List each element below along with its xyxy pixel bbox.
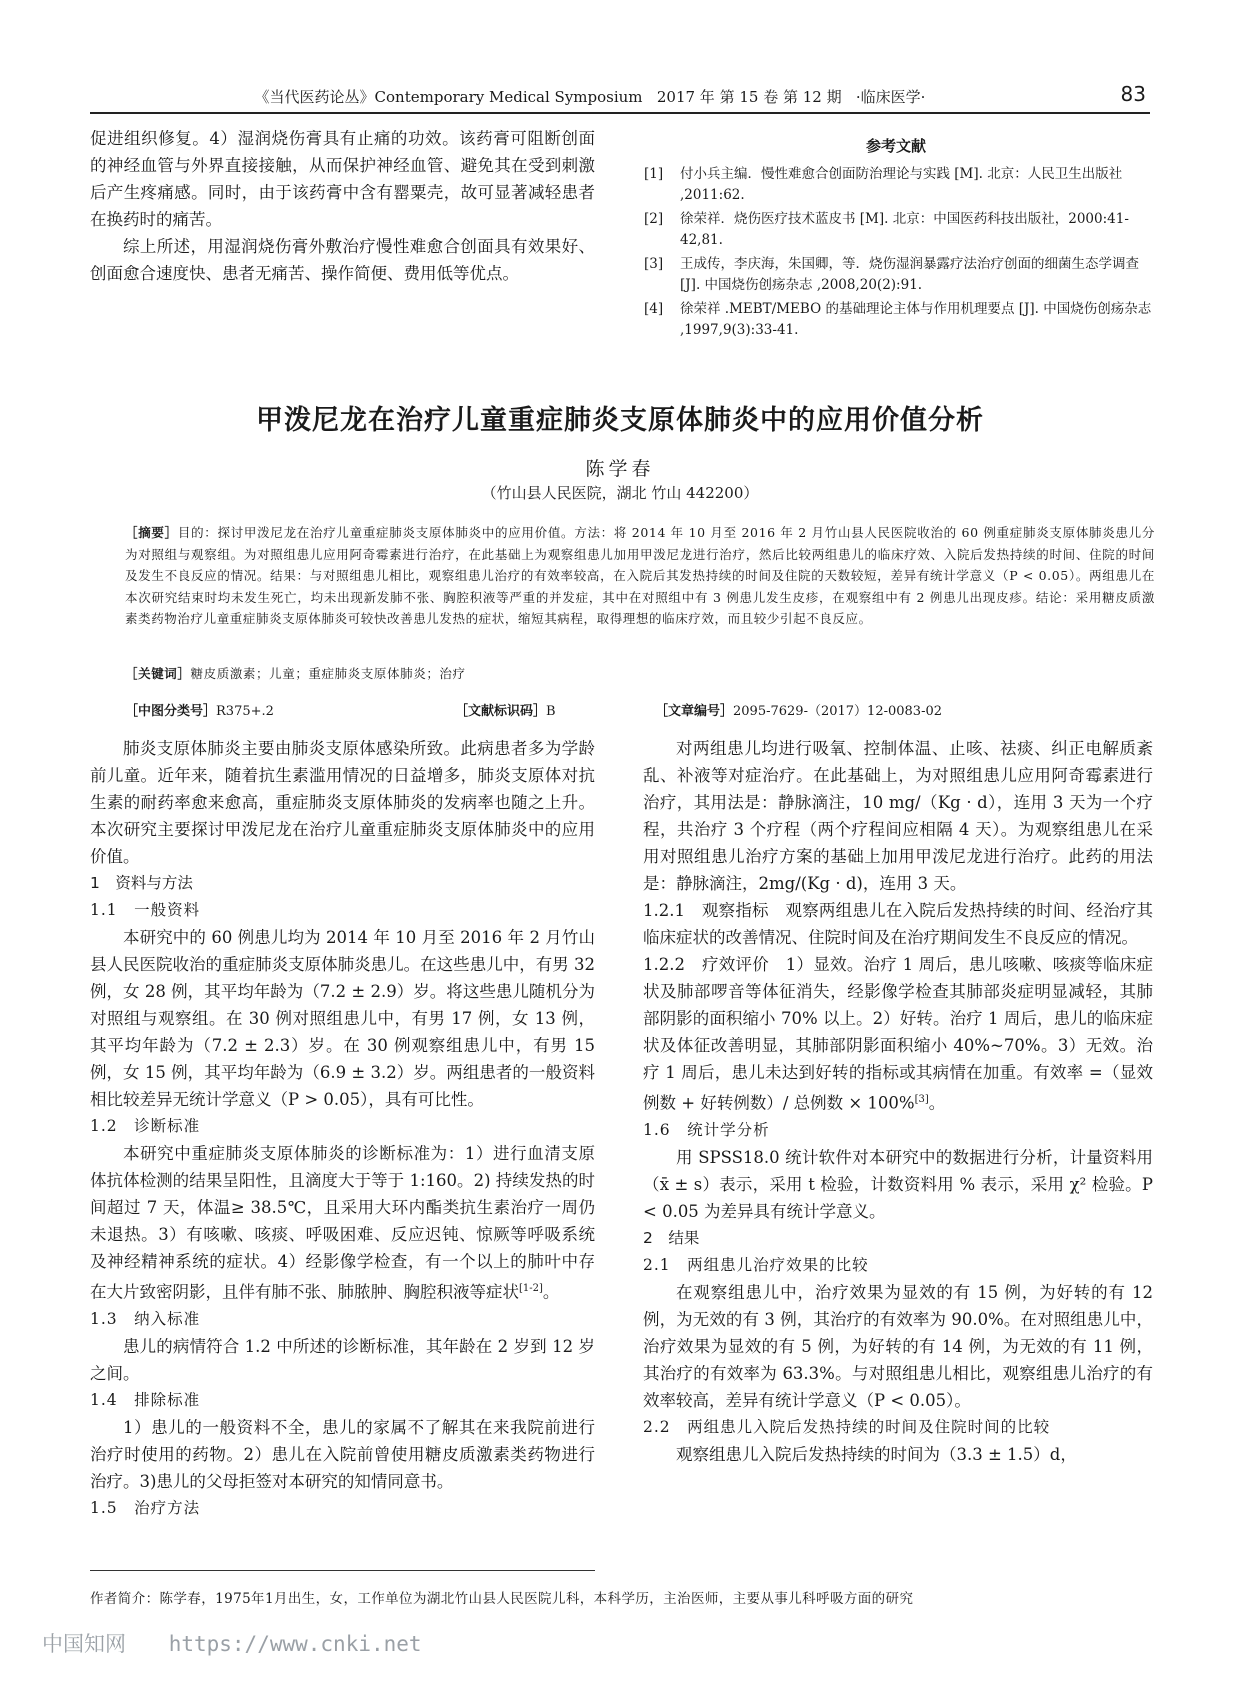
keywords-label: ［关键词］ bbox=[125, 666, 191, 681]
watermark-url: https://www.cnki.net bbox=[168, 1632, 422, 1656]
reference-item: [4] 徐荣祥 .MEBT/MEBO 的基础理论主体与作用机理要点 [J]. 中国烧伤创疡杂志 ,1997,9(3):33-41. bbox=[644, 301, 1152, 338]
references bbox=[640, 133, 1152, 344]
cnki-watermark bbox=[42, 1628, 422, 1658]
subsection-heading: 1.2 诊断标准 bbox=[90, 1117, 201, 1135]
article-author: 陈学春 bbox=[585, 458, 655, 480]
subsection-heading: 1.5 治疗方法 bbox=[90, 1498, 201, 1517]
subsection-heading: 1.3 纳入标准 bbox=[90, 1309, 201, 1328]
paragraph: 观察组患儿入院后发热持续的时间为（3.3 ± 1.5）d， bbox=[676, 1444, 1077, 1464]
prev-article-text bbox=[90, 125, 595, 287]
paragraph: 在观察组患儿中，治疗效果为显效的有 15 例，为好转的有 12 例，为无效的有 3 例，其治疗的有效率为 90.0%。在对照组患儿中，治疗效果为显效的有 5 例，为好转的有 14 例，为无效的有 11 例，其治疗的有效率为 63.3%。与对照组患儿相比，观察组患儿治疗的有效率较高，差异有统计学意义（P < 0.05）。 bbox=[643, 1282, 1153, 1410]
paragraph: 本研究中的 60 例患儿均为 2014 年 10 月至 2016 年 2 月竹山县人民医院收治的重症肺炎支原体肺炎患儿。在这些患儿中，有男 32 例，女 28 例，其平均年龄为（7.2 ± 2.9）岁。将这些患儿随机分为对照组与观察组。在 30 例对照组患儿中，有男 17 例，女 13 例，其平均年龄为（7.2 ± 2.3）岁。在 30 例观察组患儿中，有男 15 例，女 15 例，其平均年龄为（6.9 ± 3.2）岁。两组患者的一般资料相比较差异无统计学意义（P > 0.05），具有可比性。 bbox=[90, 928, 595, 1109]
clc-number: ［中图分类号］R375+.2 bbox=[125, 704, 274, 719]
subsection-heading: 1.1 一般资料 bbox=[90, 901, 201, 919]
journal-name: 《当代医药论丛》Contemporary Medical Symposium bbox=[254, 88, 643, 106]
intro-paragraph: 肺炎支原体肺炎主要由肺炎支原体感染所致。此病患者多为学龄前儿童。近年来，随着抗生素滥用情况的日益增多，肺炎支原体对抗生素的耐药率愈来愈高，重症肺炎支原体肺炎的发病率也随之上升。本次研究主要探讨甲泼尼龙在治疗儿童重症肺炎支原体肺炎中的应用价值。 bbox=[90, 739, 595, 866]
abstract-label: ［摘要］ bbox=[125, 525, 178, 540]
paragraph: 用 SPSS18.0 统计软件对本研究中的数据进行分析，计量资料用（x̄ ± s）表示，采用 t 检验，计数资料用 % 表示，采用 χ² 检验。P < 0.05 为差异具有统计学意义。 bbox=[643, 1147, 1153, 1221]
reference-item: [2] 徐荣祥．烧伤医疗技术蓝皮书 [M]. 北京：中国医药科技出版社，2000:41-42,81. bbox=[644, 211, 1129, 248]
prev-paragraph-2: 综上所述，用湿润烧伤膏外敷治疗慢性难愈合创面具有效果好、创面愈合速度快、患者无痛苦、操作简便、费用低等优点。 bbox=[90, 237, 595, 283]
paragraph: 对两组患儿均进行吸氧、控制体温、止咳、祛痰、纠正电解质紊乱、补液等对症治疗。在此基础上，为对照组患儿应用阿奇霉素进行治疗，其用法是：静脉滴注，10 mg/（Kg · d），连用 3 天为一个疗程，共治疗 3 个疗程（两个疗程间应相隔 4 天）。为观察组患儿在采用对照组患儿治疗方案的基础上加用甲泼尼龙进行治疗。此药的用法是：静脉滴注，2mg/(Kg · d)，连用 3 天。 bbox=[643, 739, 1153, 893]
subsection-heading: 2.2 两组患儿入院后发热持续的时间及住院时间的比较 bbox=[643, 1417, 1051, 1436]
paragraph: 患儿的病情符合 1.2 中所述的诊断标准，其年龄在 2 岁到 12 岁之间。 bbox=[90, 1336, 595, 1383]
subsection-heading: 2.1 两组患儿治疗效果的比较 bbox=[643, 1255, 869, 1274]
issue-info: 2017 年 第 15 卷 第 12 期 bbox=[656, 88, 842, 106]
section-heading: 1 资料与方法 bbox=[90, 874, 193, 892]
document-code: ［文献标识码］B bbox=[455, 704, 556, 719]
reference-item: [1] 付小兵主编．慢性难愈合创面防治理论与实践 [M]. 北京：人民卫生出版社 ,2011:62. bbox=[644, 166, 1123, 203]
paragraph: 1.2.1 观察指标 观察两组患儿在入院后发热持续的时间、经治疗其临床症状的改善情况、住院时间及在治疗期间发生不良反应的情况。 bbox=[643, 901, 1153, 947]
paragraph: 1.2.2 疗效评价 1）显效。治疗 1 周后，患儿咳嗽、咳痰等临床症状及肺部啰音等体征消失，经影像学检查其肺部炎症明显减轻，其肺部阴影的面积缩小 70% 以上。2）好转。治疗 1 周后，患儿的临床症状及体征改善明显，其肺部阴影面积缩小 40%~70%。3）无效。治疗 1 周后，患儿未达到好转的指标或其病情在加重。有效率 =（显效例数 + 好转例数）/ 总例数 × 100%[3]。 bbox=[643, 955, 1153, 1113]
keywords bbox=[125, 663, 1155, 684]
author-footnote: 作者简介：陈学春，1975年1月出生，女，工作单位为湖北竹山县人民医院儿科，本科学历，主治医师，主要从事儿科呼吸方面的研究 bbox=[90, 1591, 914, 1607]
article-affiliation: （竹山县人民医院，湖北 竹山 442200） bbox=[481, 484, 759, 502]
paragraph: 本研究中重症肺炎支原体肺炎的诊断标准为：1）进行血清支原体抗体检测的结果呈阳性，且滴度大于等于 1:160。2) 持续发热的时间超过 7 天，体温≥ 38.5℃，且采用大环内酯类抗生素治疗一周仍未退热。3）有咳嗽、咳痰、呼吸困难、反应迟钝、惊厥等呼吸系统及神经精神系统的症状。4）经影像学检查，有一个以上的肺叶中存在大片致密阴影，且伴有肺不张、肺脓肿、胸腔积液等症状[1-2]。 bbox=[90, 1144, 595, 1302]
body-right-column bbox=[643, 735, 1153, 1468]
body-left-column bbox=[90, 735, 595, 1522]
keywords-text: 糖皮质激素；儿童；重症肺炎支原体肺炎；治疗 bbox=[190, 666, 466, 681]
prev-paragraph-1: 促进组织修复。4）湿润烧伤膏具有止痛的功效。该药膏可阻断创面的神经血管与外界直接接触，从而保护神经血管、避免其在受到刺激后产生疼痛感。同时，由于该药膏中含有罂粟壳，故可显著减轻患者在换药时的痛苦。 bbox=[90, 129, 595, 229]
paragraph: 1）患儿的一般资料不全，患儿的家属不了解其在来我院前进行治疗时使用的药物。2）患儿在入院前曾使用糖皮质激素类药物进行治疗。3)患儿的父母拒签对本研究的知情同意书。 bbox=[90, 1417, 595, 1491]
subsection-heading: 1.6 统计学分析 bbox=[643, 1120, 770, 1139]
citation: [3] bbox=[914, 1094, 929, 1105]
section-heading: 2 结果 bbox=[643, 1228, 700, 1247]
abstract bbox=[125, 522, 1155, 630]
abstract-text: 目的：探讨甲泼尼龙在治疗儿童重症肺炎支原体肺炎中的应用价值。方法：将 2014 年 10 月至 2016 年 2 月竹山县人民医院收治的 60 例重症肺炎支原体肺炎患儿分为对照组与观察组。为对照组患儿应用阿奇霉素进行治疗，在此基础上为观察组患儿加用甲泼尼龙进行治疗，然后比较两组患儿的临床疗效、入院后发热持续的时间、住院的时间及发生不良反应的情况。结果：与对照组患儿相比，观察组患儿治疗的有效率较高，在入院后其发热持续的时间及住院的天数较短，差异有统计学意义（P < 0.05）。两组患儿在本次研究结束时均未发生死亡，均未出现新发肺不张、胸腔积液等严重的并发症，其中在对照组中有 3 例患儿发生皮疹，在观察组中有 2 例患儿出现皮疹。结论：采用糖皮质激素类药物治疗儿童重症肺炎支原体肺炎可较快改善患儿发热的症状，缩短其病程，取得理想的临床疗效，而且较少引起不良反应。 bbox=[125, 525, 1155, 626]
running-header bbox=[90, 82, 1150, 114]
article-number: ［文章编号］2095-7629-（2017）12-0083-02 bbox=[655, 704, 943, 719]
reference-item: [3] 王成传，李庆海，朱国卿，等．烧伤湿润暴露疗法治疗创面的细菌生态学调查 [J]. 中国烧伤创疡杂志 ,2008,20(2):91. bbox=[644, 256, 1139, 293]
section-name: ·临床医学· bbox=[855, 88, 926, 106]
references-title: 参考文献 bbox=[865, 137, 926, 155]
footnote-divider bbox=[90, 1570, 595, 1571]
watermark-logo-text: 中国知网 bbox=[42, 1632, 126, 1656]
subsection-heading: 1.4 排除标准 bbox=[90, 1390, 201, 1409]
page-number: 83 bbox=[1120, 82, 1146, 106]
citation: [1-2] bbox=[519, 1283, 543, 1294]
article-title: 甲泼尼龙在治疗儿童重症肺炎支原体肺炎中的应用价值分析 bbox=[256, 405, 984, 436]
